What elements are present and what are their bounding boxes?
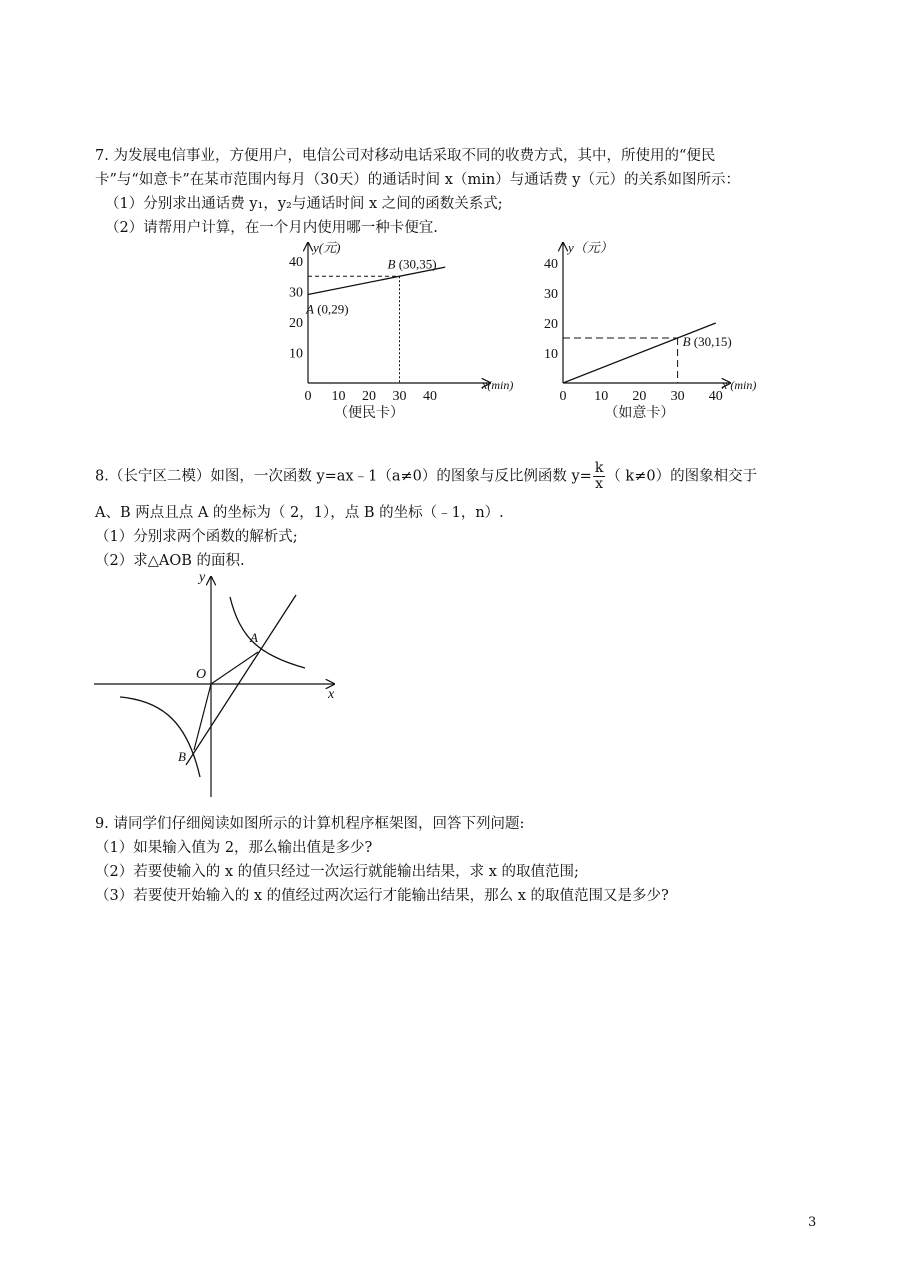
x-tick-label: 0 — [304, 389, 312, 404]
x-tick-label: 10 — [594, 389, 609, 404]
page-number: 3 — [808, 1215, 817, 1230]
hyperbola-branch-1 — [230, 597, 305, 668]
point-coordinates: (0,29) — [313, 301, 349, 317]
q9-subquestion-2: （2）若要使输入的 x 的值只经过一次运行就能输出结果，求 x 的取值范围; — [95, 864, 579, 880]
x-tick-label: 40 — [423, 389, 437, 404]
q9-subquestion-3: （3）若要使开始输入的 x 的值经过两次运行才能输出结果，那么 x 的取值范围又是多少? — [95, 888, 669, 904]
q8-subquestion-1: （1）分别求两个函数的解析式; — [95, 529, 298, 545]
y-axis-label: y（元） — [568, 240, 613, 255]
point-a-label — [305, 302, 349, 317]
fraction-numerator: k — [594, 460, 604, 476]
y-tick-label: 40 — [544, 257, 558, 272]
y-tick-label: 30 — [544, 287, 558, 302]
series-line — [563, 323, 716, 383]
point-coordinates: (30,15) — [690, 334, 732, 349]
chart-caption: （如意卡） — [604, 406, 675, 421]
x-tick-label: 20 — [362, 389, 376, 404]
y-tick-label: 10 — [544, 347, 558, 362]
q7-line-2: 卡”与“如意卡”在某市范围内每月（30天）的通话时间 x（min）与通话费 y（元）的关系如图所示： — [95, 172, 740, 188]
point-coordinates: (30,35) — [395, 256, 437, 272]
y-tick-label: 30 — [289, 285, 303, 301]
q8-subquestion-2: （2）求△AOB 的面积. — [95, 553, 245, 569]
point-name: B — [682, 334, 691, 349]
q7-line-1: 7. 为发展电信事业，方便用户，电信公司对移动电话采取不同的收费方式，其中，所使用的“便民 — [95, 148, 716, 164]
fraction-k-over-x — [593, 461, 605, 492]
q8-line-1-post: （ k≠0）的图象相交于 — [606, 468, 758, 485]
x-tick-label: 40 — [708, 389, 723, 404]
q8-line-1 — [95, 461, 757, 492]
point-b-label — [683, 334, 732, 349]
origin-label: O — [196, 667, 207, 682]
q8-function-graph — [90, 565, 350, 805]
y-tick-label: 40 — [289, 255, 303, 270]
y-axis-label: y(元) — [313, 240, 341, 255]
x-axis-label: x(min) — [482, 378, 514, 392]
chart-caption: （便民卡） — [334, 406, 404, 421]
q8-line-2: A、B 两点且点 A 的坐标为（ 2，1），点 B 的坐标（﹣1，n）. — [95, 505, 504, 521]
point-a-label: A — [250, 630, 258, 645]
y-tick-label: 10 — [289, 346, 303, 362]
x-tick-label: 30 — [670, 389, 685, 404]
point-name: A — [306, 301, 314, 317]
q9-line-1: 9. 请同学们仔细阅读如图所示的计算机程序框架图，回答下列问题: — [95, 816, 525, 832]
hyperbola-branch-2 — [120, 697, 200, 777]
y-tick-label: 20 — [289, 316, 303, 331]
fraction-denominator: x — [595, 476, 603, 492]
x-tick-label: 0 — [559, 389, 567, 404]
q9-subquestion-1: （1）如果输入值为 2，那么输出值是多少? — [95, 840, 373, 856]
y-tick-label: 20 — [544, 317, 558, 332]
q7-subquestion-2: （2）请帮用户计算，在一个月内使用哪一种卡便宜. — [105, 220, 438, 236]
x-tick-label: 10 — [331, 389, 346, 404]
segment-oa — [211, 652, 258, 684]
x-axis-label: x (min) — [722, 378, 757, 392]
x-tick-label: 30 — [392, 389, 407, 404]
q7-subquestion-1: （1）分别求出通话费 y₁，y₂与通话时间 x 之间的函数关系式; — [105, 196, 503, 212]
graph-y-label: y — [199, 570, 206, 585]
point-b-label — [388, 256, 437, 271]
chart-ruyi-card — [530, 235, 780, 430]
q8-line-1-pre: 8.（长宁区二模）如图，一次函数 y=ax﹣1（a≠0）的图象与反比例函数 y= — [95, 468, 592, 485]
x-tick-label: 20 — [632, 389, 647, 404]
point-b-label: B — [178, 749, 186, 764]
point-name: B — [387, 256, 396, 272]
chart-bianmin-card — [280, 235, 520, 430]
graph-x-label: x — [328, 687, 335, 702]
